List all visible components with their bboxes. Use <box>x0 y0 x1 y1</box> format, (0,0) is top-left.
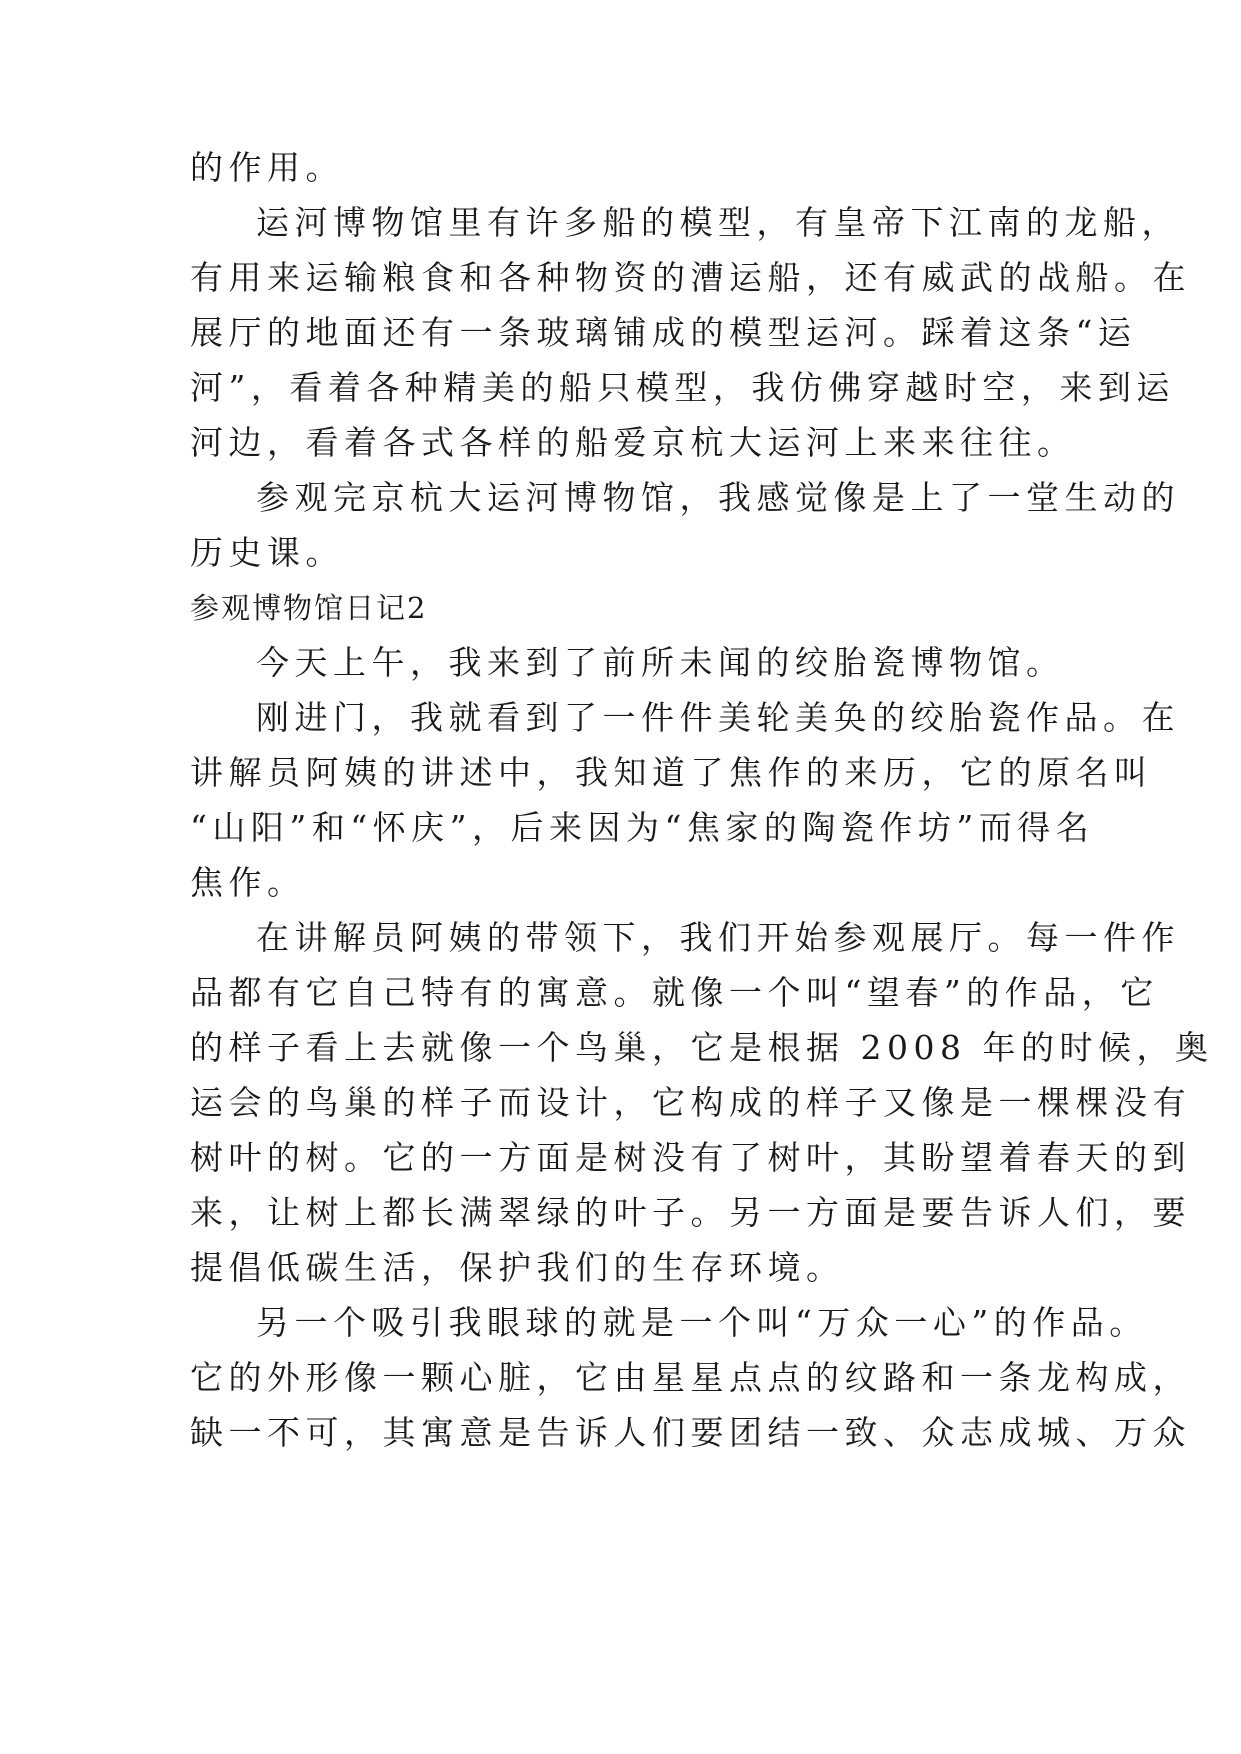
text-line: 有用来运输粮食和各种物资的漕运船，还有威武的战船。在 <box>190 258 1191 297</box>
text-line: 焦作。 <box>190 863 306 902</box>
text-line: 讲解员阿姨的讲述中，我知道了焦作的来历，它的原名叫 <box>190 753 1153 792</box>
text-line: 历史课。 <box>190 533 344 572</box>
text-line: 河”，看着各种精美的船只模型，我仿佛穿越时空，来到运 <box>190 368 1175 407</box>
section-heading: 参观博物馆日记2 <box>190 591 428 625</box>
text-line: 树叶的树。它的一方面是树没有了树叶，其盼望着春天的到 <box>190 1138 1191 1177</box>
text-line: 缺一不可，其寓意是告诉人们要团结一致、众志成城、万众 <box>190 1413 1191 1452</box>
text-line: 运会的鸟巢的样子而设计，它构成的样子又像是一棵棵没有 <box>190 1083 1191 1122</box>
text-line: 的作用。 <box>190 148 344 187</box>
text-line: 今天上午，我来到了前所未闻的绞胎瓷博物馆。 <box>256 643 1065 682</box>
text-line: 的样子看上去就像一个鸟巢，它是根据 2008 年的时候，奥 <box>190 1028 1214 1067</box>
text-line: 另一个吸引我眼球的就是一个叫“万众一心”的作品。 <box>256 1303 1148 1342</box>
text-line: 来，让树上都长满翠绿的叶子。另一方面是要告诉人们，要 <box>190 1193 1191 1232</box>
text-line: 刚进门，我就看到了一件件美轮美奂的绞胎瓷作品。在 <box>256 698 1180 737</box>
text-line: 运河博物馆里有许多船的模型，有皇帝下江南的龙船， <box>256 203 1180 242</box>
text-line: 提倡低碳生活，保护我们的生存环境。 <box>190 1248 845 1287</box>
text-line: 在讲解员阿姨的带领下，我们开始参观展厅。每一件作 <box>256 918 1180 957</box>
text-line: 它的外形像一颗心脏，它由星星点点的纹路和一条龙构成， <box>190 1358 1191 1397</box>
text-line: 展厅的地面还有一条玻璃铺成的模型运河。踩着这条“运 <box>190 313 1137 352</box>
text-line: “山阳”和“怀庆”，后来因为“焦家的陶瓷作坊”而得名 <box>190 808 1095 847</box>
text-line: 河边，看着各式各样的船爱京杭大运河上来来往往。 <box>190 423 1076 462</box>
text-line: 品都有它自己特有的寓意。就像一个叫“望春”的作品，它 <box>190 973 1159 1012</box>
text-line: 参观完京杭大运河博物馆，我感觉像是上了一堂生动的 <box>256 478 1180 517</box>
